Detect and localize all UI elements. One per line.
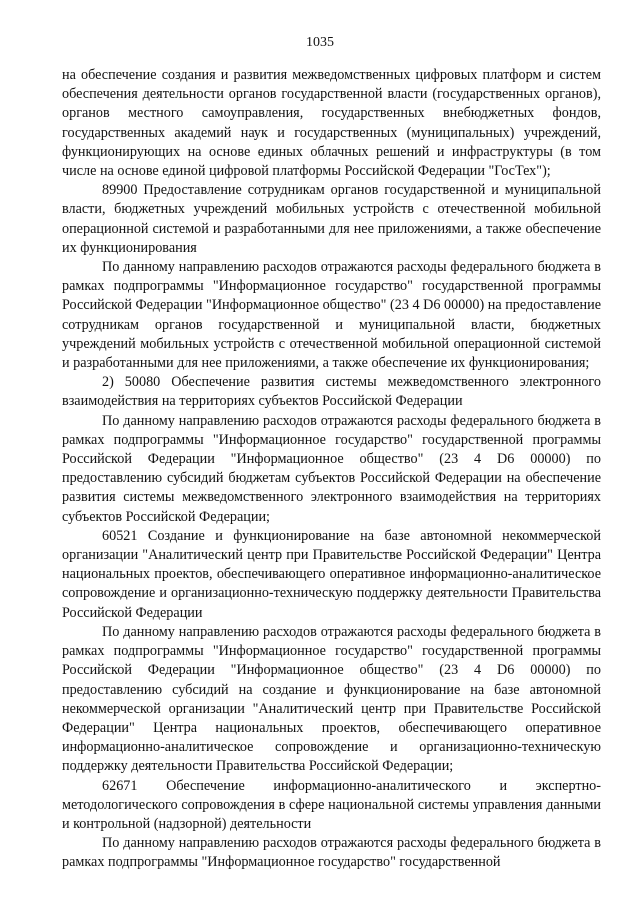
paragraph-89900-description: По данному направлению расходов отражаются расходы федерального бюджета в рамках подпрограммы "Информационное государство" государственной программы Российской Федерации "Информационное общество" (23 4 D6 00000) на предоставление сотрудникам органов государственной и муниципальной власти, бюджетных учреждений мобильных устройств с отечественной мобильной операционной системой и разработанными для нее приложениями, а также обеспечение их функционирования; bbox=[62, 259, 601, 372]
paragraph-60521-heading: 60521 Создание и функционирование на базе автономной некоммерческой организации "Аналитический центр при Правительстве Российской Федерации" Центра национальных проектов, обеспечивающего оперативное информационно-аналитическое сопровождение и организационно-техническую поддержку деятельности Правительства Российской Федерации bbox=[62, 527, 601, 621]
paragraph-50080-heading: 2) 50080 Обеспечение развития системы межведомственного электронного взаимодействия на территориях субъектов Российской Федерации bbox=[62, 374, 601, 410]
paragraph-62671-heading: 62671 Обеспечение информационно-аналитического и экспертно-методологического сопровождения в сфере национальной системы управления данными и контрольной (надзорной) деятельности bbox=[62, 777, 601, 832]
paragraph-50080-description: По данному направлению расходов отражаются расходы федерального бюджета в рамках подпрограммы "Информационное государство" государственной программы Российской Федерации "Информационное общество" (23 4 D6 00000) по предоставлению субсидий бюджетам субъектов Российской Федерации на обеспечение развития системы межведомственного электронного взаимодействия на территориях субъектов Российской Федерации; bbox=[62, 412, 601, 525]
paragraph-89900-heading: 89900 Предоставление сотрудникам органов государственной и муниципальной власти, бюджетных учреждений мобильных устройств с отечественной мобильной операционной системой и разработанными для нее приложениями, а также обеспечение их функционирования bbox=[62, 182, 601, 256]
paragraph-60521-description: По данному направлению расходов отражаются расходы федерального бюджета в рамках подпрограммы "Информационное государство" государственной программы Российской Федерации "Информационное общество" (23 4 D6 00000) по предоставлению субсидий на создание и функционирование на базе автономной некоммерческой организации "Аналитический центр при Правительстве Российской Федерации" Центра национальных проектов, обеспечивающего оперативное информационно-аналитическое сопровождение и организационно-техническую поддержку деятельности Правительства Российской Федерации; bbox=[62, 623, 601, 775]
paragraph-continuation: на обеспечение создания и развития межведомственных цифровых платформ и систем обеспечения деятельности органов государственной власти (государственных органов), органов местного самоуправления, государственных внебюджетных фондов, государственных академий наук и государственных (муниципальных) учреждений, функционирующих на основе единых облачных решений и инфраструктуры (в том числе на основе единой цифровой платформы Российской Федерации "ГосТех"); bbox=[62, 67, 601, 180]
document-body bbox=[62, 66, 601, 873]
page-number: 1035 bbox=[306, 35, 334, 50]
paragraph-62671-description: По данному направлению расходов отражаются расходы федерального бюджета в рамках подпрограммы "Информационное государство" государственной bbox=[62, 835, 601, 871]
